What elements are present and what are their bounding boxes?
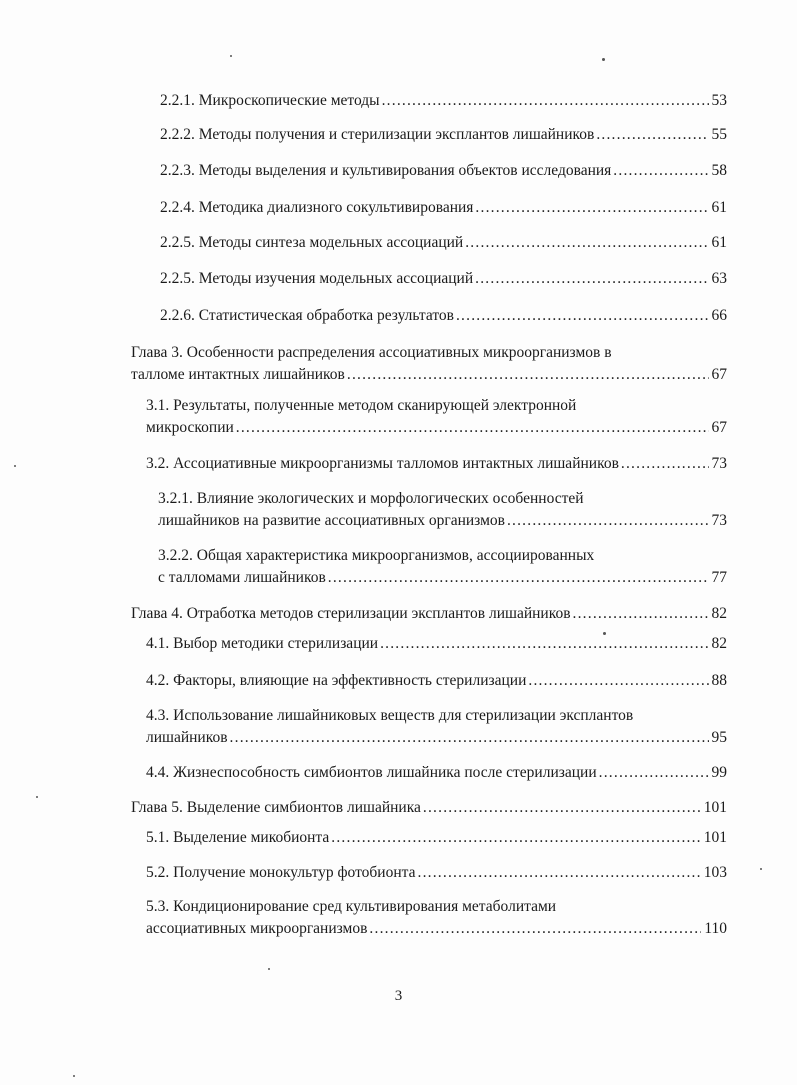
- toc-number: 2.2.2.: [160, 126, 195, 143]
- toc-number: 2.2.5.: [160, 234, 195, 251]
- toc-title: Жизнеспособность симбионтов лишайника после стерилизации: [173, 764, 597, 781]
- toc-page-number: 77: [711, 569, 727, 586]
- toc-first-line: 3.2.2. Общая характеристика микроорганизмов, ассоциированных: [158, 547, 595, 564]
- toc-page-number: 99: [711, 764, 727, 781]
- toc-title: Получение монокультур фотобионта: [173, 864, 416, 881]
- toc-leader-dots: [382, 90, 709, 112]
- toc-first-line: 3.1. Результаты, полученные методом сканирующей электронной: [146, 397, 577, 414]
- toc-page-number: 82: [711, 605, 727, 622]
- toc-leader-dots: [456, 305, 709, 327]
- scan-speck: [230, 55, 232, 57]
- toc-number: 4.2.: [146, 672, 170, 689]
- toc-page-number: 73: [711, 455, 727, 472]
- toc-title: Методы синтеза модельных ассоциаций: [198, 234, 464, 251]
- toc-title: Отработка методов стерилизации эксплантов лишайников: [186, 605, 571, 622]
- toc-page-number: 61: [711, 234, 727, 251]
- toc-title: Выбор методики стерилизации: [173, 635, 379, 652]
- toc-entry: [146, 633, 727, 655]
- toc-leader-dots: [418, 862, 701, 884]
- toc-leader-dots: [573, 603, 709, 625]
- toc-number: 3.2.: [146, 455, 170, 472]
- toc-title: Микроскопические методы: [198, 92, 380, 109]
- scan-speck: [268, 968, 270, 970]
- toc-title: талломе интактных лишайников: [131, 366, 345, 383]
- scan-speck: [14, 465, 16, 467]
- toc-first-line: 3.2.1. Влияние экологических и морфологических особенностей: [158, 490, 584, 507]
- toc-entry: [146, 896, 727, 940]
- toc-title: Методы получения и стерилизации эксплантов лишайников: [198, 126, 595, 143]
- toc-entry: [146, 862, 727, 884]
- scan-speck: [36, 796, 38, 798]
- toc-leader-dots: [475, 268, 708, 290]
- toc-first-line: 5.3. Кондиционирование сред культивирования метаболитами: [146, 898, 557, 915]
- toc-number: 2.2.1.: [160, 92, 195, 109]
- toc-number: 5.1.: [146, 829, 170, 846]
- toc-first-line: 4.3. Использование лишайниковых веществ для стерилизации эксплантов: [146, 707, 634, 724]
- toc-leader-dots: [528, 670, 708, 692]
- toc-number: Глава 5.: [131, 799, 183, 816]
- toc-entry: [160, 305, 727, 327]
- toc-leader-dots: [380, 633, 708, 655]
- toc-leader-dots: [599, 762, 709, 784]
- toc-number: Глава 4.: [131, 605, 183, 622]
- toc-page-number: 101: [703, 799, 727, 816]
- toc-page-number: 95: [711, 729, 727, 746]
- toc-number: 5.2.: [146, 864, 170, 881]
- toc-leader-dots: [369, 918, 701, 940]
- toc-number: 2.2.6.: [160, 307, 195, 324]
- toc-entry: [131, 603, 727, 625]
- toc-page-number: 67: [711, 366, 727, 383]
- toc-page-number: 53: [711, 92, 727, 109]
- toc-entry: [146, 670, 727, 692]
- toc-title: Выделение симбионтов лишайника: [186, 799, 421, 816]
- toc-page-number: 58: [711, 162, 727, 179]
- scan-speck: [603, 632, 606, 635]
- toc-title: микроскопии: [146, 419, 234, 436]
- toc-leader-dots: [331, 827, 700, 849]
- toc-leader-dots: [423, 797, 701, 819]
- scan-speck: [602, 58, 605, 61]
- toc-title: лишайников: [146, 729, 228, 746]
- scan-speck: [760, 868, 762, 870]
- toc-page-number: 101: [703, 829, 727, 846]
- toc-page-number: 110: [704, 920, 727, 937]
- toc-leader-dots: [596, 124, 708, 146]
- toc-page-number: 66: [711, 307, 727, 324]
- toc-title: Выделение микобионта: [173, 829, 330, 846]
- toc-entry: [160, 124, 727, 146]
- toc-entry: [146, 705, 727, 749]
- toc-number: 4.1.: [146, 635, 170, 652]
- toc-entry: [160, 268, 727, 290]
- toc-entry: [160, 160, 727, 182]
- toc-title: Факторы, влияющие на эффективность стерилизации: [173, 672, 527, 689]
- toc-leader-dots: [465, 232, 708, 254]
- toc-number: 2.2.5.: [160, 270, 195, 287]
- toc-entry: [160, 197, 727, 219]
- toc-page-number: 63: [711, 270, 727, 287]
- toc-title: Методы выделения и культивирования объектов исследования: [198, 162, 612, 179]
- toc-entry: [146, 827, 727, 849]
- toc-page-number: 103: [703, 864, 727, 881]
- toc-title: Ассоциативные микроорганизмы талломов интактных лишайников: [173, 455, 619, 472]
- toc-number: 2.2.4.: [160, 199, 195, 216]
- toc-title: с талломами лишайников: [158, 569, 326, 586]
- toc-entry: [160, 90, 727, 112]
- toc-title: ассоциативных микроорганизмов: [146, 920, 368, 937]
- toc-entry: [146, 453, 727, 475]
- toc-title: лишайников на развитие ассоциативных организмов: [158, 512, 505, 529]
- toc-number: 4.4.: [146, 764, 170, 781]
- toc-page-number: 88: [711, 672, 727, 689]
- toc-leader-dots: [621, 453, 709, 475]
- toc-leader-dots: [613, 160, 708, 182]
- toc-title: Методы изучения модельных ассоциаций: [198, 270, 474, 287]
- toc-page-number: 55: [711, 126, 727, 143]
- toc-page-number: 61: [711, 199, 727, 216]
- toc-entry: [131, 797, 727, 819]
- toc-leader-dots: [230, 727, 709, 749]
- toc-entry: [146, 395, 727, 439]
- toc-page-number: 82: [711, 635, 727, 652]
- toc-title: Методика диализного сокультивирования: [198, 199, 474, 216]
- toc-entry: [158, 488, 727, 532]
- toc-entry: [131, 342, 727, 386]
- toc-title: Статистическая обработка результатов: [198, 307, 454, 324]
- toc-entry: [160, 232, 727, 254]
- page-number: 3: [394, 988, 403, 1004]
- toc-page-number: 67: [711, 419, 727, 436]
- toc-leader-dots: [475, 197, 708, 219]
- toc-entry: [146, 762, 727, 784]
- toc-entry: [158, 545, 727, 589]
- toc-leader-dots: [236, 417, 709, 439]
- toc-leader-dots: [347, 364, 709, 386]
- toc-number: 2.2.3.: [160, 162, 195, 179]
- toc-page-number: 73: [711, 512, 727, 529]
- scan-speck: [73, 1075, 75, 1077]
- toc-first-line: Глава 3. Особенности распределения ассоциативных микроорганизмов в: [131, 344, 612, 361]
- toc-leader-dots: [507, 510, 709, 532]
- toc-leader-dots: [328, 567, 709, 589]
